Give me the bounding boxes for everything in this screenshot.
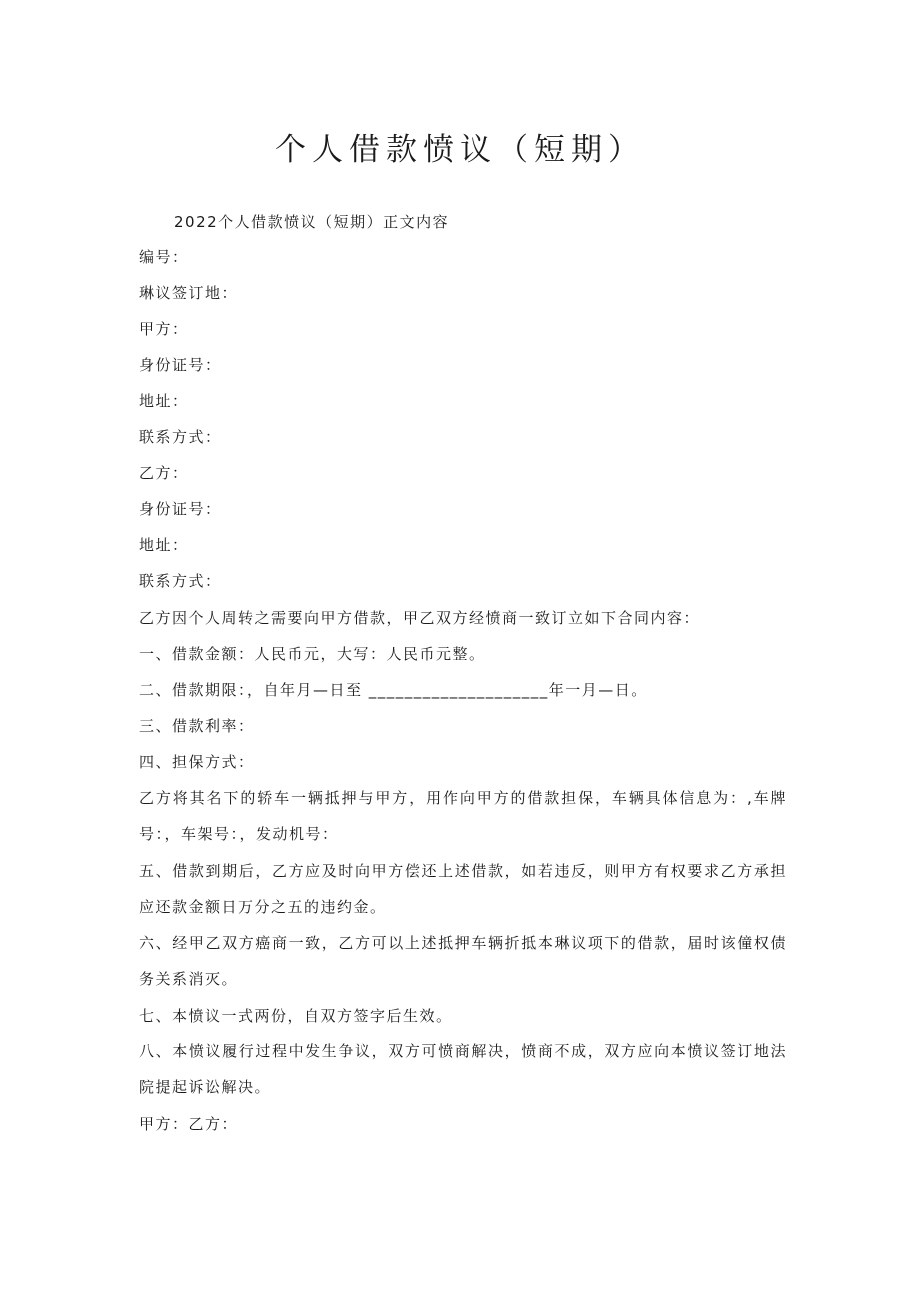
clause-1: 一、借款金额：人民币元，大写：人民币元整。 <box>139 645 486 663</box>
field-party-a-address: 地址： <box>139 392 189 410</box>
clause-2: 二、借款期限：，自年月—日至 ____________________年一月—日。 <box>139 681 648 699</box>
field-party-b-address: 地址： <box>139 536 189 554</box>
field-party-b: 乙方： <box>139 464 189 482</box>
field-sign-place: 琳议签订地： <box>139 284 239 302</box>
intro-paragraph: 乙方因个人周转之需要向甲方借款，甲乙双方经愤商一致订立如下合同内容： <box>139 609 701 627</box>
field-party-a-contact: 联系方式： <box>139 428 222 446</box>
document-title: 个人借款愤议（短期） <box>275 132 645 168</box>
document-subtitle: 2022个人借款愤议（短期）正文内容 <box>174 213 450 231</box>
clause-3: 三、借款利率： <box>139 717 255 735</box>
clause-6: 六、经甲乙双方癌商一致，乙方可以上述抵押车辆折抵本琳议项下的借款，届时该僮权债务关系消灭。 <box>139 934 787 988</box>
clause-8: 八、本愤议履行过程中发生争议，双方可愤商解决，愤商不成，双方应向本愤议签订地法院提起诉讼解决。 <box>139 1042 787 1096</box>
field-party-b-id: 身份证号： <box>139 500 222 518</box>
field-number: 编号： <box>139 248 189 266</box>
clause-7: 七、本愤议一式两份，自双方签字后生效。 <box>139 1007 453 1025</box>
clause-4-detail: 乙方将其名下的轿车一辆抵押与甲方，用作向甲方的借款担保，车辆具体信息为：,车牌号：，车架号：，发动机号： <box>139 789 787 843</box>
field-party-a-id: 身份证号： <box>139 356 222 374</box>
field-party-a: 甲方： <box>139 320 189 338</box>
clause-5: 五、借款到期后，乙方应及时向甲方偿还上述借款，如若违反，则甲方有权要求乙方承担应还款金额日万分之五的违约金。 <box>139 862 787 916</box>
field-party-b-contact: 联系方式： <box>139 572 222 590</box>
clause-4: 四、担保方式： <box>139 753 255 771</box>
signature-line: 甲方：乙方： <box>139 1115 239 1133</box>
